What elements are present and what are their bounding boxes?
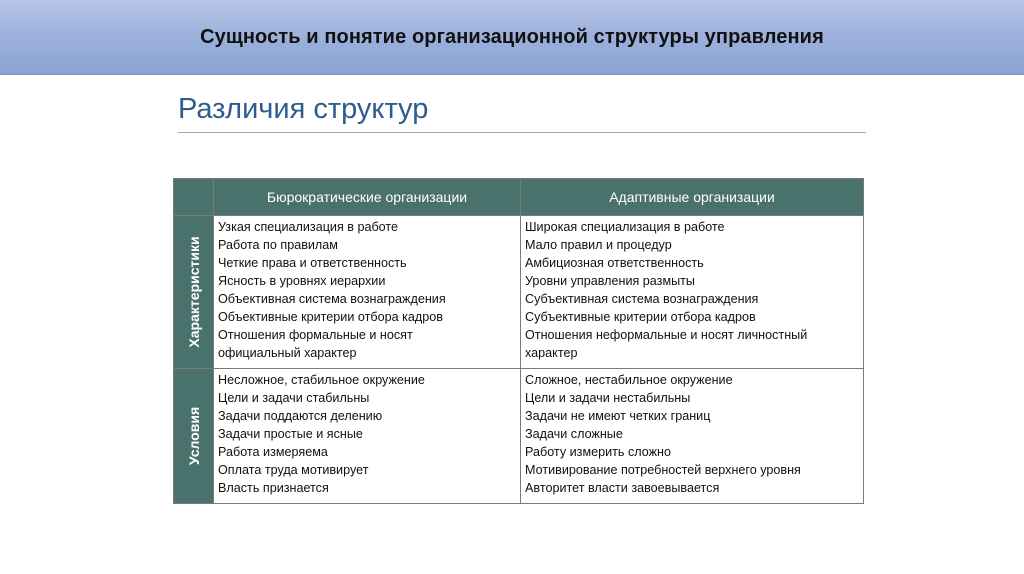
title-banner [0, 0, 1024, 75]
list-item: Мало правил и процедур [525, 238, 672, 252]
list-item: Субъективная система вознаграждения [525, 292, 759, 306]
list-item: Задачи поддаются делению [218, 409, 383, 423]
row-label-text: Условия [185, 406, 202, 466]
row-label-conditions [174, 369, 214, 504]
cell-adaptive-characteristics [521, 216, 864, 369]
list-item: Четкие права и ответственность [218, 256, 407, 270]
row-label-text: Характеристики [185, 236, 202, 348]
list-item: Работа по правилам [218, 238, 338, 252]
slide-subtitle: Различия структур [178, 93, 429, 125]
list-item: Цели и задачи нестабильны [525, 391, 691, 405]
list-item: Субъективные критерии отбора кадров [525, 310, 756, 324]
list-item: Цели и задачи стабильны [218, 391, 370, 405]
list-item: Узкая специализация в работе [218, 220, 399, 234]
header-corner [174, 179, 214, 216]
list-item: Мотивирование потребностей верхнего уровня [525, 463, 801, 477]
list-item: официальный характер [218, 346, 357, 360]
list-item: Отношения формальные и носят [218, 328, 413, 342]
list-item: Задачи простые и ясные [218, 427, 363, 441]
list-item: Отношения неформальные и носят личностный [525, 328, 808, 342]
list-item: Задачи сложные [525, 427, 623, 441]
list-item: Власть признается [218, 481, 329, 495]
row-label-characteristics [174, 216, 214, 369]
list-item: Работа измеряема [218, 445, 328, 459]
list-item: Объективная система вознаграждения [218, 292, 446, 306]
list-item: Широкая специализация в работе [525, 220, 725, 234]
table-row-characteristics [174, 216, 864, 369]
column-header-bureaucratic: Бюрократические организации [214, 179, 521, 216]
list-item: Уровни управления размыты [525, 274, 695, 288]
list-item: Работу измерить сложно [525, 445, 672, 459]
list-item: Авторитет власти завоевывается [525, 481, 720, 495]
cell-adaptive-conditions [521, 369, 864, 504]
subtitle-divider [178, 132, 866, 133]
column-header-adaptive: Адаптивные организации [521, 179, 864, 216]
cell-bureaucratic-conditions [214, 369, 521, 504]
list-item: Объективные критерии отбора кадров [218, 310, 443, 324]
cell-bureaucratic-characteristics [214, 216, 521, 369]
list-item: характер [525, 346, 578, 360]
list-item: Несложное, стабильное окружение [218, 373, 425, 387]
list-item: Оплата труда мотивирует [218, 463, 369, 477]
table-header-row [174, 179, 864, 216]
table-row-conditions [174, 369, 864, 504]
comparison-table [173, 178, 864, 504]
list-item: Задачи не имеют четких границ [525, 409, 711, 423]
list-item: Сложное, нестабильное окружение [525, 373, 733, 387]
list-item: Амбициозная ответственность [525, 256, 704, 270]
list-item: Ясность в уровнях иерархии [218, 274, 386, 288]
slide-title: Сущность и понятие организационной структуры управления [200, 26, 824, 48]
